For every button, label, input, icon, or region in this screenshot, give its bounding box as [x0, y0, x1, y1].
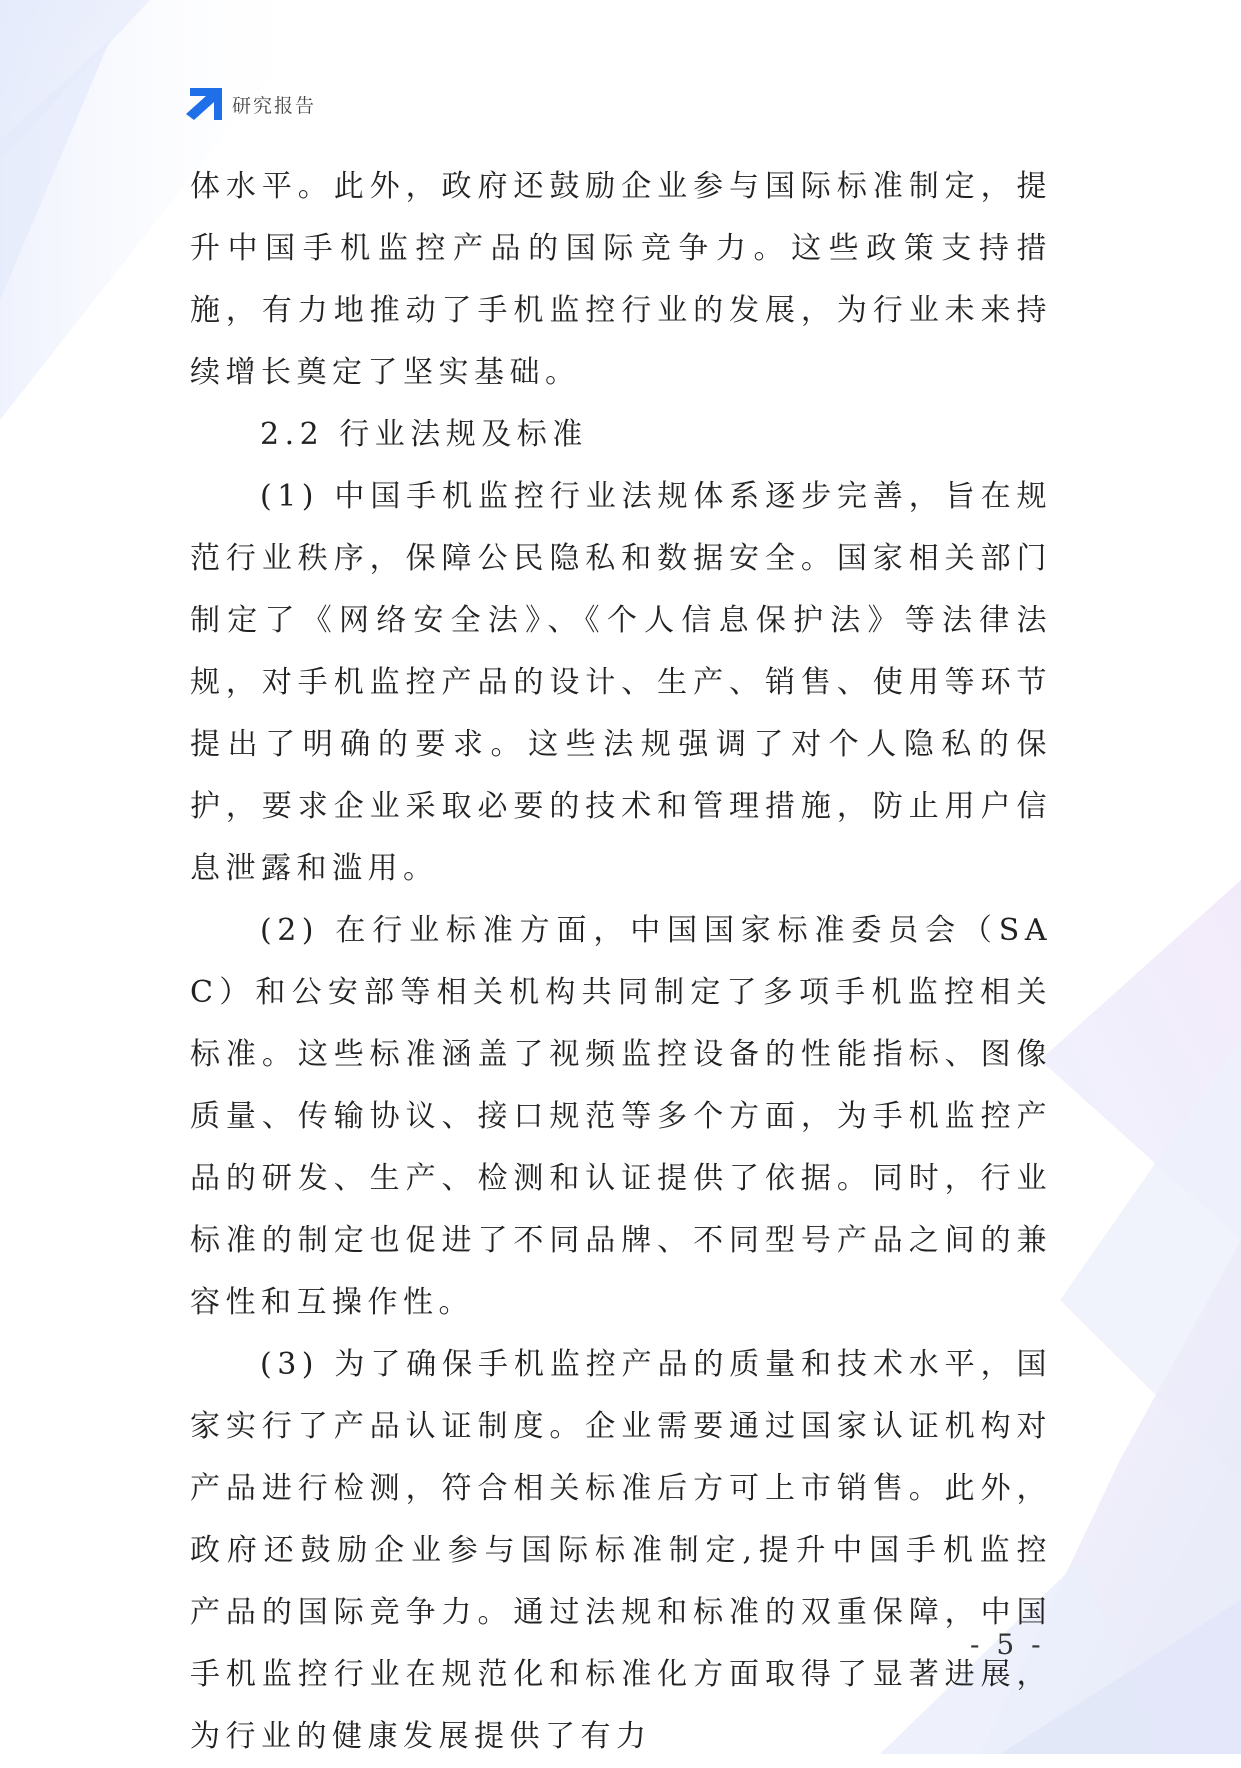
page-number: - 5 -	[970, 1628, 1045, 1661]
document-body	[190, 156, 1052, 1768]
section-heading: 2.2 行业法规及标准	[260, 417, 588, 452]
paragraph-2: (2) 在行业标准方面，中国国家标准委员会（SAC）和公安部等相关机构共同制定了多项手机监控相关标准。这些标准涵盖了视频监控设备的性能指标、图像质量、传输协议、接口规范等多个方面，为手机监控产品的研发、生产、检测和认证提供了依据。同时，行业标准的制定也促进了不同品牌、不同型号产品之间的兼容性和互操作性。	[190, 913, 1052, 1320]
arrow-up-right-icon	[186, 88, 222, 120]
header-title: 研究报告	[232, 94, 317, 117]
paragraph-continued: 体水平。此外，政府还鼓励企业参与国际标准制定，提升中国手机监控产品的国际竞争力。这些政策支持措施，有力地推动了手机监控行业的发展，为行业未来持续增长奠定了坚实基础。	[190, 169, 1052, 390]
paragraph-3: (3) 为了确保手机监控产品的质量和技术水平，国家实行了产品认证制度。企业需要通过国家认证机构对产品进行检测，符合相关标准后方可上市销售。此外，政府还鼓励企业参与国际标准制定,提升中国手机监控产品的国际竞争力。通过法规和标准的双重保障，中国手机监控行业在规范化和标准化方面取得了显著进展，为行业的健康发展提供了有力	[190, 1347, 1052, 1754]
paragraph-1: (1) 中国手机监控行业法规体系逐步完善，旨在规范行业秩序，保障公民隐私和数据安全。国家相关部门制定了《网络安全法》、《个人信息保护法》等法律法规，对手机监控产品的设计、生产、销售、使用等环节提出了明确的要求。这些法规强调了对个人隐私的保护，要求企业采取必要的技术和管理措施，防止用户信息泄露和滥用。	[190, 479, 1052, 886]
report-header	[186, 88, 316, 120]
